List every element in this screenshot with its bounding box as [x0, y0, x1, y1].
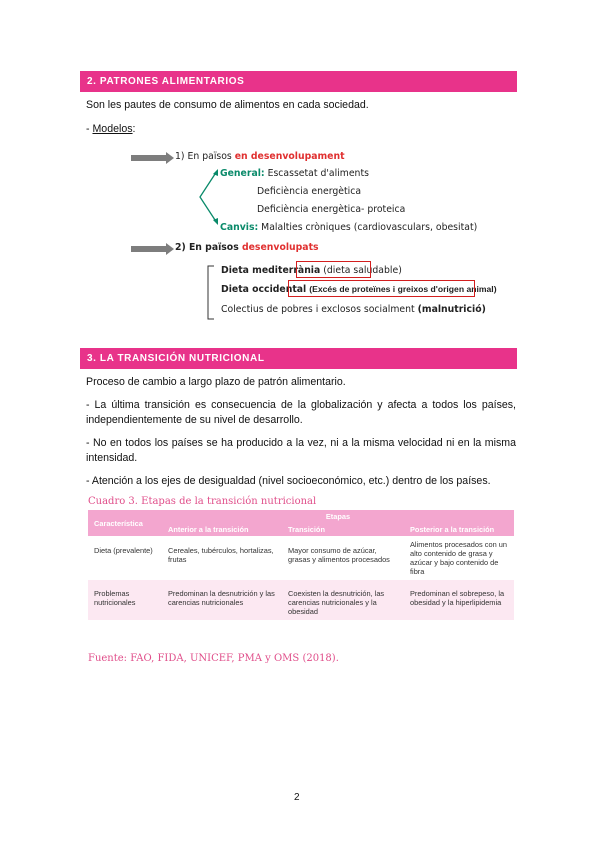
- med-note: (dieta saludable): [323, 265, 402, 276]
- item2-highlight: desenvolupats: [241, 242, 319, 253]
- table-cell: Predominan la desnutrición y las carencias nutricionales: [162, 580, 282, 620]
- table-cell: Cereales, tubérculos, hortalizas, frutas: [162, 536, 282, 580]
- highlight-box: [296, 261, 371, 278]
- header-characteristic: Característica: [88, 510, 162, 536]
- item2-prefix: 2) En països: [175, 242, 242, 253]
- item1-highlight: en desenvolupament: [234, 151, 345, 162]
- canvis-text: Malalties cròniques (cardiovasculars, obesitat): [258, 222, 478, 233]
- table-caption: Cuadro 3. Etapas de la transición nutricional: [88, 496, 317, 507]
- table-cell: Coexisten la desnutrición, las carencias nutricionales y la obesidad: [282, 580, 404, 620]
- table-source: Fuente: FAO, FIDA, UNICEF, PMA y OMS (2018).: [88, 653, 339, 664]
- transition-table: [88, 510, 514, 620]
- page-number: 2: [294, 792, 300, 803]
- intro-text: Son les pautes de consumo de alimentos en cada sociedad.: [86, 99, 369, 111]
- paragraph-1: Proceso de cambio a largo plazo de patrón alimentario.: [86, 376, 346, 388]
- poor-bold: (malnutrició): [417, 304, 486, 315]
- header-etapas: Etapas: [162, 510, 514, 523]
- arrow-right-icon: [131, 155, 167, 161]
- poor-text: Colectius de pobres i exclosos socialment: [221, 304, 418, 315]
- general-line: [220, 168, 369, 179]
- paragraph-4: - Atención a los ejes de desigualdad (nivel socioeconómico, etc.) dentro de los países.: [86, 475, 491, 487]
- paragraph-3: - No en todos los países se ha producido a la vez, ni a la misma velocidad ni en la misma intensidad.: [86, 437, 516, 464]
- header-before: Anterior a la transición: [162, 523, 282, 536]
- paragraph-2: - La última transición es consecuencia de la globalización y afecta a todos los países, independientemente de su nivel de desarrollo.: [86, 399, 516, 426]
- general-label: General:: [220, 168, 265, 179]
- occ-note: (Excés de proteïnes i greixos d'origen animal): [309, 284, 497, 294]
- general-text: Escassetat d'aliments: [264, 168, 369, 179]
- table-cell: Problemas nutricionales: [88, 580, 162, 620]
- table-row: [88, 536, 514, 580]
- table-cell: Predominan el sobrepeso, la obesidad y la hiperlipidemia: [404, 580, 514, 620]
- models-line: [86, 122, 516, 137]
- header-transition: Transición: [282, 523, 404, 536]
- section-heading-patrones: 2. PATRONES ALIMENTARIOS: [80, 71, 517, 92]
- table-cell: Alimentos procesados con un alto contenido de grasa y azúcar y bajo contenido de fibra: [404, 536, 514, 580]
- deficiency-protein: Deficiència energètica- proteica: [257, 204, 406, 215]
- section-heading-transicion: 3. LA TRANSICIÓN NUTRICIONAL: [80, 348, 517, 369]
- item-developed: [175, 242, 319, 253]
- table-row: [88, 580, 514, 620]
- models-prefix: -: [86, 123, 93, 135]
- table-cell: Mayor consumo de azúcar, grasas y alimentos procesados: [282, 536, 404, 580]
- med-label: Dieta mediterrània: [221, 265, 321, 276]
- models-suffix: :: [132, 123, 136, 135]
- item1-prefix: 1) En països: [175, 151, 235, 162]
- occ-label: Dieta occidental: [221, 284, 307, 295]
- bracket-icon: [204, 264, 216, 322]
- models-label: Modelos: [92, 123, 133, 135]
- table-cell: Dieta (prevalente): [88, 536, 162, 580]
- deficiency-energy: Deficiència energètica: [257, 186, 362, 197]
- header-after: Posterior a la transición: [404, 523, 514, 536]
- item-developing: [175, 151, 345, 162]
- arrow-right-icon: [131, 246, 167, 252]
- canvis-line: [220, 222, 477, 233]
- highlight-box: [288, 280, 475, 297]
- poor-collectives: [221, 304, 486, 315]
- canvis-label: Canvis:: [220, 222, 259, 233]
